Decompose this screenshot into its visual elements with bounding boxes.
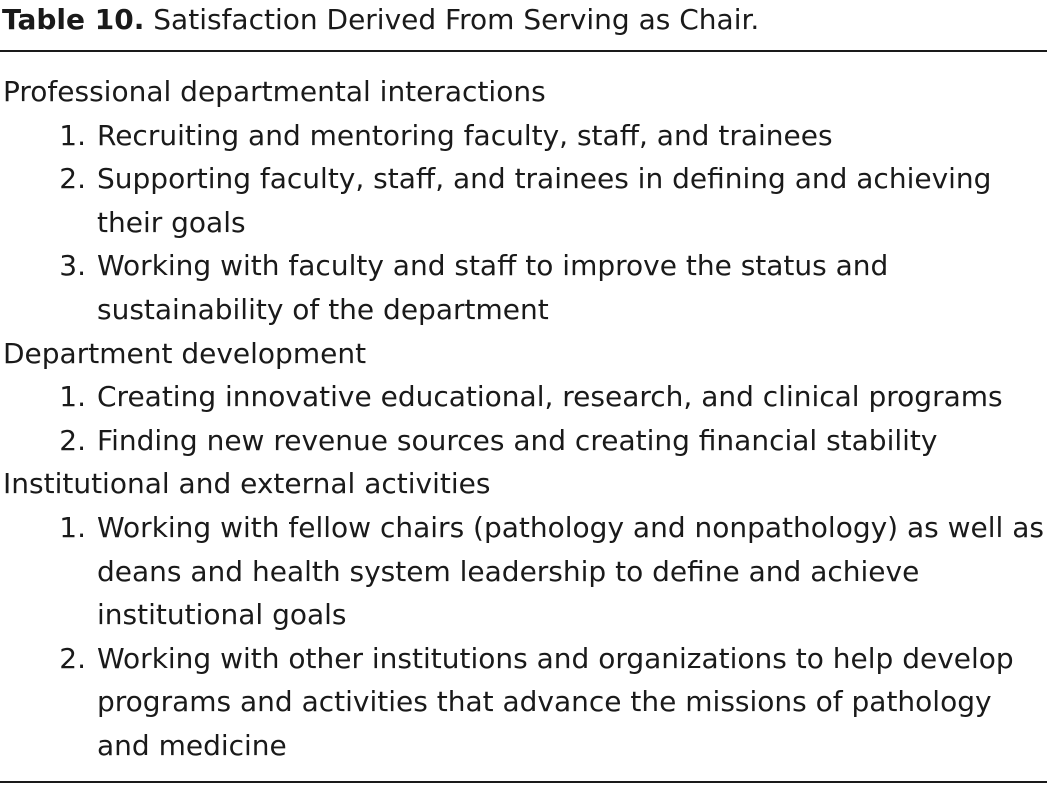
item-number: 1. — [59, 510, 86, 544]
list-item — [0, 157, 1047, 244]
section-professional-interactions — [0, 70, 1047, 332]
section-institutional-external — [0, 462, 1047, 767]
table-title: Satisfaction Derived From Serving as Chair. — [153, 3, 760, 36]
item-number: 2. — [59, 641, 86, 675]
section-title: Institutional and external activities — [3, 467, 491, 501]
list-item — [0, 375, 1047, 419]
item-text: Working with faculty and staff to improve the status and sustainability of the department — [97, 249, 889, 326]
table-body — [0, 70, 1047, 768]
item-text: Finding new revenue sources and creating financial stability — [97, 423, 938, 457]
item-text: Working with other institutions and organizations to help develop programs and activities that advance the missions of pathology and medicine — [97, 641, 1014, 762]
section-title: Department development — [3, 336, 367, 370]
list-item — [0, 419, 1047, 463]
item-text: Working with fellow chairs (pathology and nonpathology) as well as deans and health system leadership to define and achieve institutional goals — [97, 510, 1044, 632]
list-item — [0, 244, 1047, 331]
item-number: 2. — [59, 162, 86, 196]
item-number: 3. — [59, 249, 86, 283]
list-item — [0, 114, 1047, 158]
bottom-rule — [0, 781, 1047, 783]
item-number: 1. — [59, 380, 86, 414]
item-text: Supporting faculty, staff, and trainees in defining and achieving their goals — [97, 162, 992, 239]
top-rule — [0, 50, 1047, 52]
section-title: Professional departmental interactions — [3, 75, 546, 108]
item-text: Recruiting and mentoring faculty, staff, and trainees — [97, 118, 833, 152]
item-number: 1. — [59, 118, 86, 152]
item-number: 2. — [59, 423, 86, 457]
list-item — [0, 506, 1047, 637]
section-department-development — [0, 332, 1047, 463]
list-item — [0, 637, 1047, 768]
table-caption — [2, 0, 759, 40]
item-text: Creating innovative educational, research, and clinical programs — [97, 380, 1003, 414]
table-label: Table 10. — [2, 3, 145, 36]
